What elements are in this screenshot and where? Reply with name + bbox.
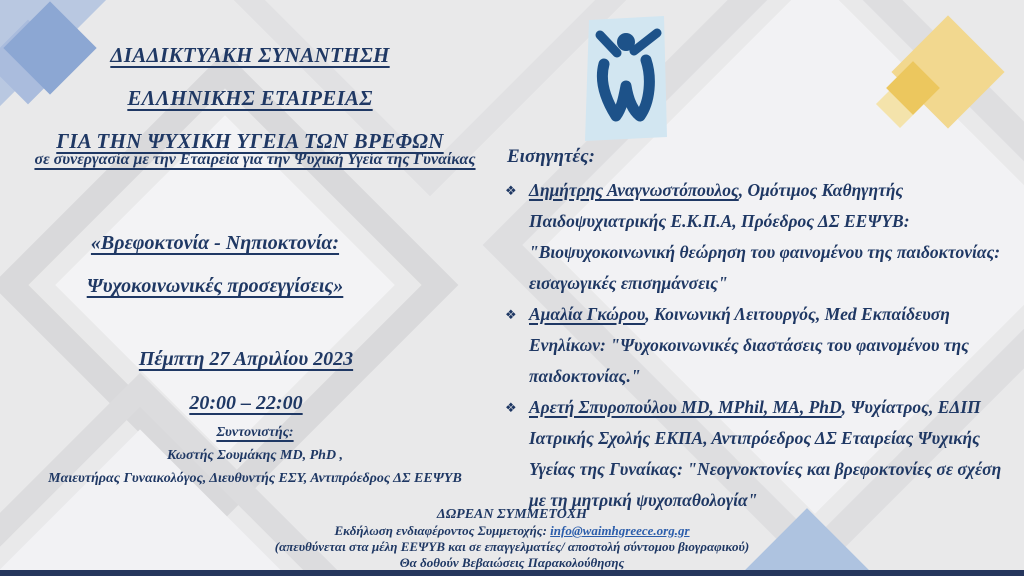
title-line: ΓΙΑ ΤΗΝ ΨΥΧΙΚΗ ΥΓΕΙΑ ΤΩΝ ΒΡΕΦΩΝ [56, 129, 444, 153]
coordinator-section [5, 421, 505, 490]
free-participation-label: ΔΩΡΕΑΝ ΣΥΜΜΕΤΟΧΗ [436, 507, 588, 522]
topic-line: Ψυχοκοινωνικές προσεγγίσεις» [86, 275, 344, 297]
coordinator-heading: Συντονιστής: [216, 425, 294, 440]
speaker-item [505, 299, 1010, 392]
date-time [26, 337, 466, 425]
speaker-name: Αμαλία Γκώρου [529, 304, 646, 324]
speaker-details: , Ομότιμος Καθηγητής Παιδοψυχιατρικής Ε.Κ.Π.Α, Πρόεδρος ΔΣ ΕΕΨΥΒ: "Βιοψυχοκοινωνική θεώρηση του φαινομένου της παιδοκτονίας: εισαγωγικές επισημάνσεις" [529, 180, 1001, 293]
event-date: Πέμπτη 27 Απριλίου 2023 [138, 348, 354, 370]
diamond-bullet-icon: ❖ [505, 184, 517, 199]
coordinator-name: Κωστής Σουμάκης MD, PhD , [166, 448, 344, 463]
collaboration-subtitle: σε συνεργασία με την Εταιρεία για την Ψυχική Υγεία της Γυναίκας [34, 151, 476, 168]
speaker-name: Δημήτρης Αναγνωστόπουλος [529, 180, 739, 200]
title-line: ΕΛΛΗΝΙΚΗΣ ΕΤΑΙΡΕΙΑΣ [127, 86, 373, 110]
main-title [10, 34, 490, 163]
speakers-list [505, 175, 1010, 516]
diamond-bullet-icon: ❖ [505, 308, 517, 323]
speaker-name: Αρετή Σπυροπούλου MD, MPhil, MA, PhD [529, 397, 842, 417]
contact-email-link[interactable]: info@waimhgreece.org.gr [550, 523, 690, 538]
eligibility-note: (απευθύνεται στα μέλη ΕΕΨΥΒ και σε επαγγελματίες/ αποστολή σύντομου βιογραφικού) [274, 539, 750, 554]
title-line: ΔΙΑΔΙΚΤΥΑΚΗ ΣΥΝΑΝΤΗΣΗ [110, 43, 390, 67]
topic-line: «Βρεφοκτονία - Νηπιοκτονία: [90, 232, 340, 254]
waimh-logo-icon [581, 12, 671, 146]
speaker-details: , Κοινωνική Λειτουργός, Med Εκπαίδευση Ενηλίκων: "Ψυχοκοινωνικές διαστάσεις του φαινομένου της παιδοκτονίας." [529, 304, 969, 386]
event-topic [0, 222, 430, 308]
contact-line [112, 523, 912, 539]
speakers-heading: Εισηγητές: [507, 146, 595, 167]
contact-label: Εκδήλωση ενδιαφέροντος Συμμετοχής: [334, 523, 551, 538]
coordinator-titles: Μαιευτήρας Γυναικολόγος, Διευθυντής ΕΣΥ, Αντιπρόεδρος ΔΣ ΕΕΨΥΒ [48, 471, 462, 486]
footer-section [112, 506, 912, 571]
diamond-bullet-icon: ❖ [505, 401, 517, 416]
bottom-accent-bar [0, 570, 1024, 576]
speaker-details: , Ψυχίατρος, ΕΔΙΠ Ιατρικής Σχολής ΕΚΠΑ, Αντιπρόεδρος ΔΣ Εταιρείας Ψυχικής Υγείας της Γυναίκας: "Νεογνοκτονίες και βρεφοκτονίες σε σχέση με τη μητρική ψυχοπαθολογία" [529, 397, 1002, 510]
speaker-item [505, 392, 1010, 516]
speaker-item [505, 175, 1010, 299]
event-time: 20:00 – 22:00 [189, 392, 303, 414]
certificates-note: Θα δοθούν Βεβαιώσεις Παρακολούθησης [399, 555, 625, 570]
